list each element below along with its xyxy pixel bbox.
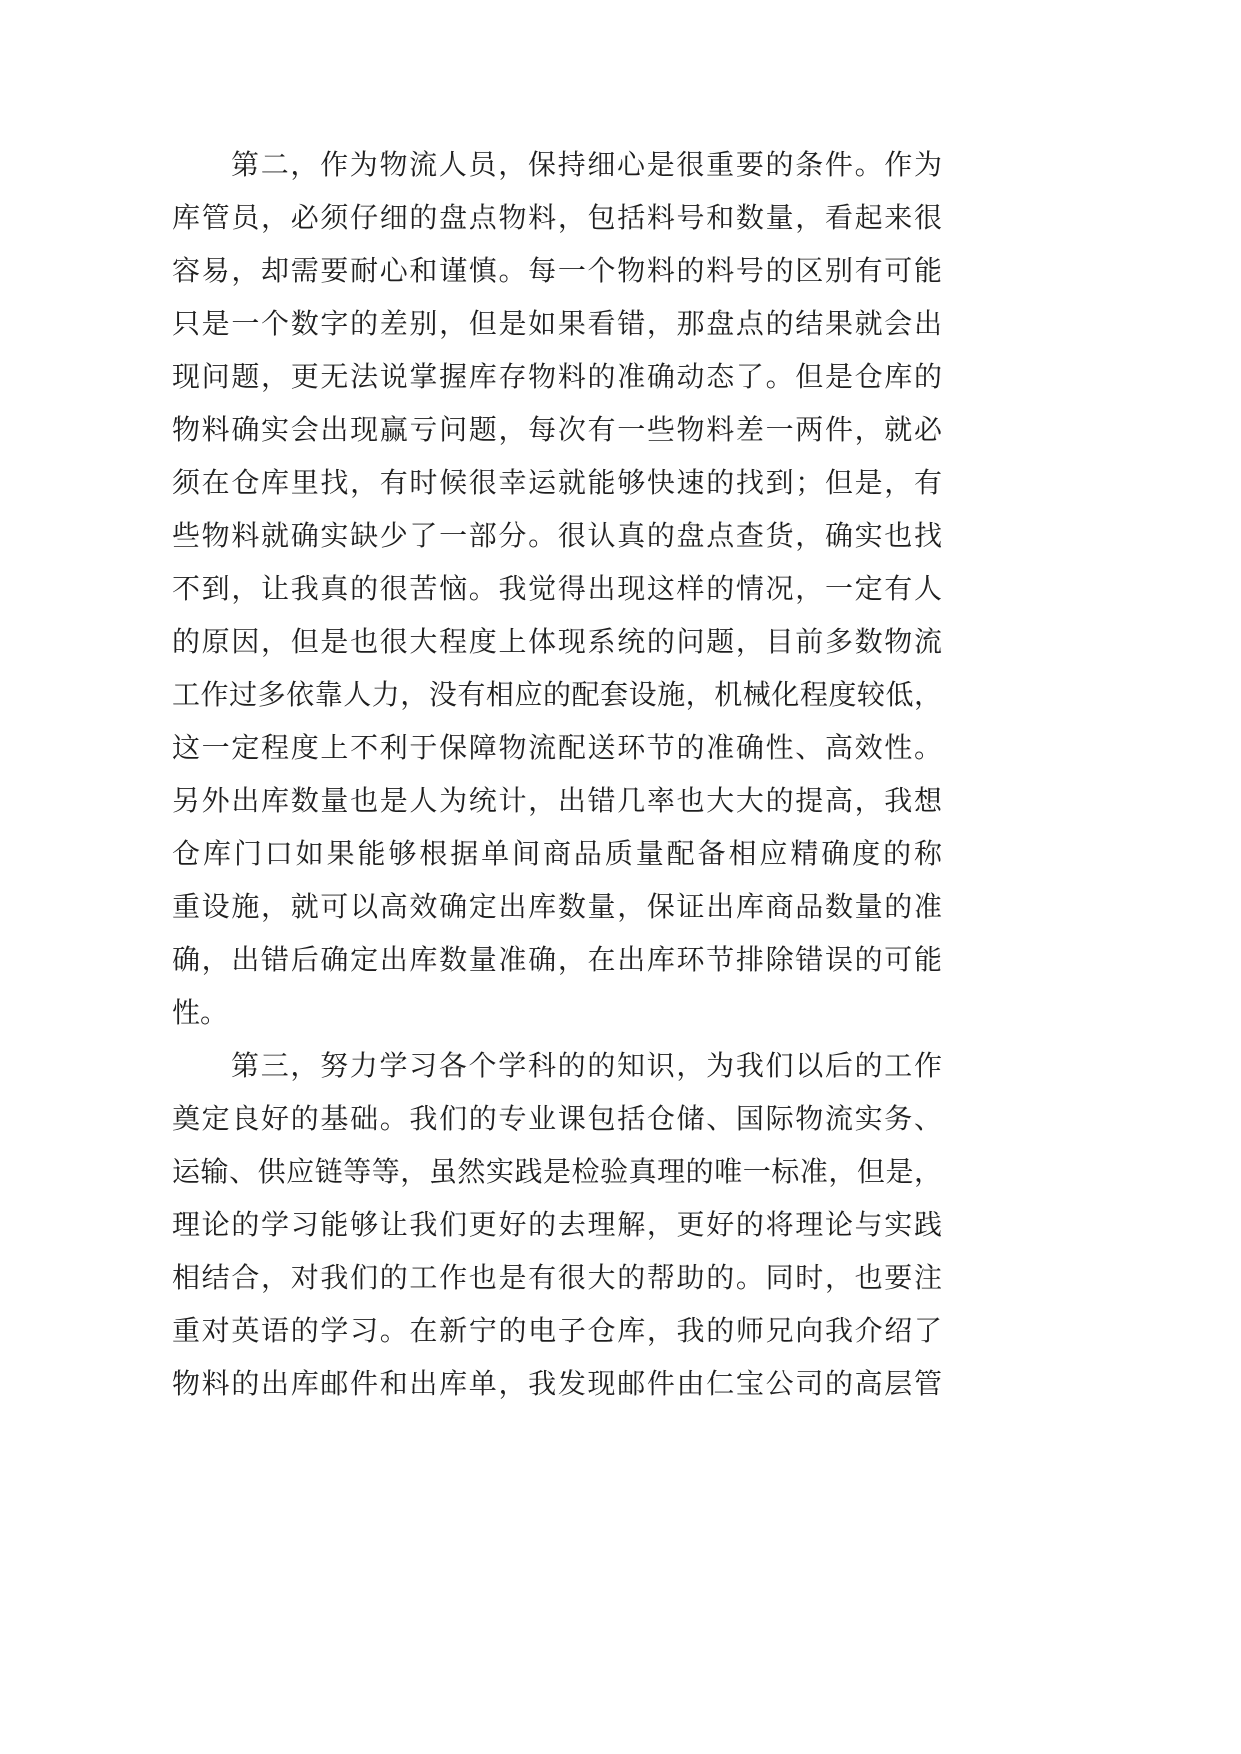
text-line: 奠定良好的基础。我们的专业课包括仓储、国际物流实务、 <box>172 1102 942 1135</box>
text-line: 的原因，但是也很大程度上体现系统的问题，目前多数物流 <box>172 625 942 658</box>
text-line: 不到，让我真的很苦恼。我觉得出现这样的情况，一定有人 <box>172 572 942 605</box>
text-line: 第二，作为物流人员，保持细心是很重要的条件。作为 <box>231 148 942 181</box>
text-line: 理论的学习能够让我们更好的去理解，更好的将理论与实践 <box>172 1208 942 1241</box>
text-line: 另外出库数量也是人为统计，出错几率也大大的提高，我想 <box>172 784 942 817</box>
text-line: 仓库门口如果能够根据单间商品质量配备相应精确度的称 <box>172 837 942 870</box>
text-line: 这一定程度上不利于保障物流配送环节的准确性、高效性。 <box>172 731 942 764</box>
text-line: 相结合，对我们的工作也是有很大的帮助的。同时，也要注 <box>172 1261 942 1294</box>
paragraph-second-point <box>172 138 942 1039</box>
text-line: 容易，却需要耐心和谨慎。每一个物料的料号的区别有可能 <box>172 254 942 287</box>
text-line: 库管员，必须仔细的盘点物料，包括料号和数量，看起来很 <box>172 201 942 234</box>
text-line: 物料确实会出现赢亏问题，每次有一些物料差一两件，就必 <box>172 413 942 446</box>
text-line: 现问题，更无法说掌握库存物料的准确动态了。但是仓库的 <box>172 360 942 393</box>
text-line: 运输、供应链等等，虽然实践是检验真理的唯一标准，但是， <box>172 1155 942 1188</box>
text-line: 性。 <box>172 996 229 1029</box>
body-text <box>172 138 942 1410</box>
text-line: 须在仓库里找，有时候很幸运就能够快速的找到；但是，有 <box>172 466 942 499</box>
text-line: 确，出错后确定出库数量准确，在出库环节排除错误的可能 <box>172 943 942 976</box>
text-line: 第三，努力学习各个学科的的知识，为我们以后的工作 <box>231 1049 942 1082</box>
paragraph-third-point <box>172 1039 942 1410</box>
text-line: 只是一个数字的差别，但是如果看错，那盘点的结果就会出 <box>172 307 942 340</box>
text-line: 物料的出库邮件和出库单，我发现邮件由仁宝公司的高层管 <box>172 1367 942 1400</box>
text-line: 重对英语的学习。在新宁的电子仓库，我的师兄向我介绍了 <box>172 1314 942 1347</box>
text-line: 些物料就确实缺少了一部分。很认真的盘点查货，确实也找 <box>172 519 942 552</box>
text-line: 工作过多依靠人力，没有相应的配套设施，机械化程度较低， <box>172 678 942 711</box>
text-line: 重设施，就可以高效确定出库数量，保证出库商品数量的准 <box>172 890 942 923</box>
